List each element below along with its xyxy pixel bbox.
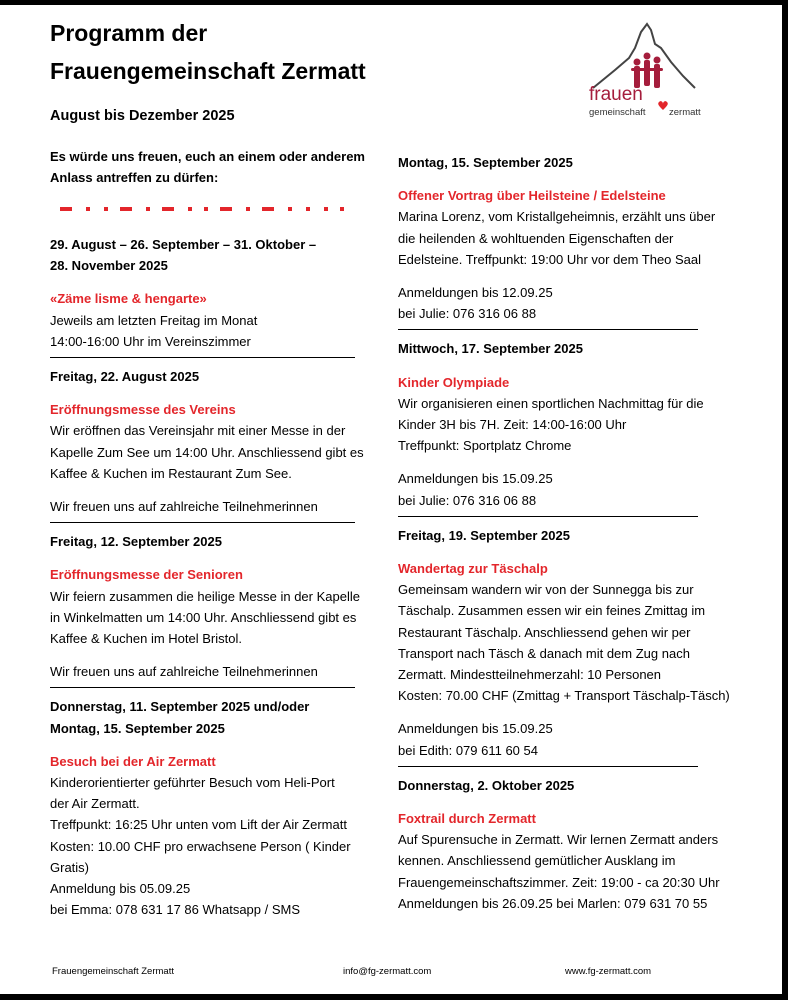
page-title bbox=[50, 14, 470, 90]
section-divider bbox=[398, 766, 698, 767]
event-date: Freitag, 19. September 2025 bbox=[398, 527, 570, 543]
event-text: Transport nach Täsch & danach mit dem Zug nach bbox=[398, 645, 690, 661]
event-text: Wir freuen uns auf zahlreiche Teilnehmerinnen bbox=[50, 664, 318, 680]
event-text: in Winkelmatten um 14:00 Uhr. Anschliessend gibt es bbox=[50, 609, 357, 625]
left-column bbox=[50, 234, 370, 920]
event-text: Wir organisieren einen sportlichen Nachmittag für die bbox=[398, 395, 704, 411]
event-text: Anmeldungen bis 15.09.25 bbox=[398, 721, 553, 737]
event-text: Wir eröffnen das Vereinsjahr mit einer Messe in der bbox=[50, 423, 346, 439]
event-date: Mittwoch, 17. September 2025 bbox=[398, 341, 583, 357]
event-text: Gemeinsam wandern wir von der Sunnegga bis zur bbox=[398, 582, 694, 598]
event-text: der Air Zermatt. bbox=[50, 796, 140, 812]
section-divider bbox=[50, 357, 355, 358]
event-date: Freitag, 22. August 2025 bbox=[50, 369, 200, 385]
section-divider bbox=[50, 522, 355, 523]
logo-tagline-right: zermatt bbox=[669, 107, 701, 118]
event-text: Jeweils am letzten Freitag im Monat bbox=[50, 312, 258, 328]
event-text: Treffpunkt: Sportplatz Chrome bbox=[398, 438, 572, 454]
event-text: bei Julie: 076 316 06 88 bbox=[398, 306, 537, 322]
event-text: Wir feiern zusammen die heilige Messe in der Kapelle bbox=[50, 588, 360, 604]
section-divider bbox=[398, 516, 698, 517]
event-date: Freitag, 12. September 2025 bbox=[50, 534, 222, 550]
event-text: Täschalp. Zusammen essen wir ein feines Zmittag im bbox=[398, 603, 706, 619]
frauengemeinschaft-logo bbox=[585, 18, 715, 123]
event-text: Restaurant Täschalp. Anschliessend gehen wir per bbox=[398, 624, 691, 640]
event-date: Donnerstag, 2. Oktober 2025 bbox=[398, 777, 575, 793]
event-text: Auf Spurensuche in Zermatt. Wir lernen Zermatt anders bbox=[398, 832, 719, 848]
section-divider bbox=[398, 329, 698, 330]
event-text: Kaffee & Kuchen im Restaurant Zum See. bbox=[50, 465, 292, 481]
event-date: Donnerstag, 11. September 2025 und/oder bbox=[50, 699, 310, 715]
recurring-dates-line-2: 28. November 2025 bbox=[50, 258, 168, 274]
event-text: Kapelle Zum See um 14:00 Uhr. Anschliessend gibt es bbox=[50, 444, 364, 460]
event-text: bei Julie: 076 316 06 88 bbox=[398, 492, 537, 508]
footer-org: Frauengemeinschaft Zermatt bbox=[52, 966, 174, 977]
event-text: Frauengemeinschaftszimmer. Zeit: 19:00 - ca 20:30 Uhr bbox=[398, 874, 720, 890]
top-edge bbox=[0, 0, 788, 5]
event-text: die heilenden & wohltuenden Eigenschaften der bbox=[398, 230, 674, 246]
event-text: Treffpunkt: 16:25 Uhr unten vom Lift der Air Zermatt bbox=[50, 817, 347, 833]
event-text: Marina Lorenz, vom Kristallgeheimnis, erzählt uns über bbox=[398, 209, 716, 225]
event-text: Edelsteine. Treffpunkt: 19:00 Uhr vor dem Theo Saal bbox=[398, 251, 702, 267]
event-text: Kaffee & Kuchen im Hotel Bristol. bbox=[50, 631, 242, 647]
event-text: Kinderorientierter geführter Besuch vom Heli-Port bbox=[50, 775, 335, 791]
intro-text: Es würde uns freuen, euch an einem oder anderem Anlass antreffen zu dürfen: bbox=[50, 149, 365, 185]
event-date: Montag, 15. September 2025 bbox=[50, 720, 225, 736]
figures-icon bbox=[631, 53, 663, 89]
footer-email[interactable]: info@fg-zermatt.com bbox=[343, 966, 432, 977]
logo-word: frauen bbox=[589, 84, 643, 105]
event-text: kennen. Anschliessend gemütlicher Ausklang im bbox=[398, 853, 676, 869]
right-column bbox=[398, 152, 743, 914]
right-edge bbox=[782, 0, 788, 1000]
event-date: Montag, 15. September 2025 bbox=[398, 155, 573, 170]
event-title: Offener Vortrag über Heilsteine / Edelsteine bbox=[398, 188, 666, 204]
event-title: Eröffnungsmesse des Vereins bbox=[50, 402, 236, 418]
event-text: Zermatt. Mindestteilnehmerzahl: 10 Personen bbox=[398, 667, 662, 683]
red-dash-divider bbox=[60, 204, 350, 214]
event-text: Wir freuen uns auf zahlreiche Teilnehmerinnen bbox=[50, 499, 318, 515]
event-text: Anmeldungen bis 15.09.25 bbox=[398, 471, 553, 487]
title-line-2: Frauengemeinschaft Zermatt bbox=[50, 58, 366, 84]
recurring-dates-line-1: 29. August – 26. September – 31. Oktober – bbox=[50, 237, 317, 252]
page-subtitle: August bis Dezember 2025 bbox=[50, 108, 235, 124]
footer-website[interactable]: www.fg-zermatt.com bbox=[565, 966, 652, 977]
heart-icon bbox=[658, 101, 668, 110]
event-text: Kosten: 70.00 CHF (Zmittag + Transport Täschalp-Täsch) bbox=[398, 688, 730, 704]
event-title: Kinder Olympiade bbox=[398, 374, 510, 390]
title-line-1: Programm der bbox=[50, 20, 208, 46]
event-text: Anmeldungen bis 12.09.25 bbox=[398, 285, 553, 301]
event-text: bei Edith: 079 611 60 54 bbox=[398, 742, 538, 758]
event-title: Besuch bei der Air Zermatt bbox=[50, 753, 216, 769]
event-text: 14:00-16:00 Uhr im Vereinszimmer bbox=[50, 333, 251, 349]
event-text: Gratis) bbox=[50, 859, 89, 875]
event-text: Anmeldung bis 05.09.25 bbox=[50, 881, 191, 897]
event-title: Wandertag zur Täschalp bbox=[398, 561, 548, 577]
event-text: Kinder 3H bis 7H. Zeit: 14:00-16:00 Uhr bbox=[398, 417, 627, 433]
event-text: Anmeldungen bis 26.09.25 bei Marlen: 079 631 70 55 bbox=[398, 895, 708, 911]
bottom-edge bbox=[0, 994, 788, 1000]
event-text: bei Emma: 078 631 17 86 Whatsapp / SMS bbox=[50, 902, 301, 918]
section-divider bbox=[50, 687, 355, 688]
event-title: Eröffnungsmesse der Senioren bbox=[50, 567, 243, 583]
event-text: Kosten: 10.00 CHF pro erwachsene Person ( Kinder bbox=[50, 838, 351, 854]
event-title: Foxtrail durch Zermatt bbox=[398, 811, 536, 827]
event-title: «Zäme lisme & hengarte» bbox=[50, 291, 207, 307]
logo-tagline-left: gemeinschaft bbox=[589, 107, 646, 118]
